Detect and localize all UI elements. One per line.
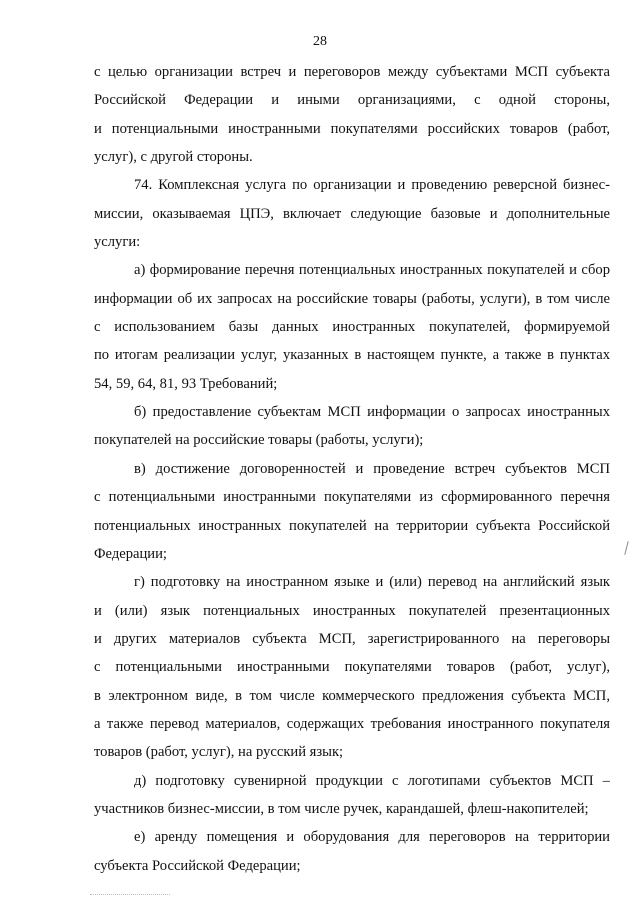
page-number: 28	[313, 34, 327, 49]
scan-footer-noise	[90, 894, 170, 896]
text-line: е) аренду помещения и оборудования для переговоров на территории	[134, 829, 610, 846]
text-line: покупателей на российские товары (работы, услуги);	[94, 432, 424, 449]
text-line: и других материалов субъекта МСП, зарегистрированного на переговоры	[94, 630, 610, 647]
text-line: потенциальных иностранных покупателей на территории субъекта Российской	[94, 517, 610, 534]
text-line: с использованием базы данных иностранных покупателей, формируемой	[94, 319, 610, 336]
text-line: 54, 59, 64, 81, 93 Требований;	[94, 375, 278, 392]
text-line: в электронном виде, в том числе коммерческого предложения субъекта МСП,	[94, 687, 610, 704]
text-line: участников бизнес-миссии, в том числе ручек, карандашей, флеш-накопителей;	[94, 800, 589, 817]
text-line: г) подготовку на иностранном языке и (или) перевод на английский язык	[134, 574, 610, 591]
text-line: услуги:	[94, 234, 141, 251]
text-line: и потенциальными иностранными покупателями российских товаров (работ,	[94, 120, 610, 137]
text-line: б) предоставление субъектам МСП информации о запросах иностранных	[134, 404, 610, 421]
text-line: услуг), с другой стороны.	[94, 149, 253, 166]
text-line: миссии, оказываемая ЦПЭ, включает следующие базовые и дополнительные	[94, 205, 610, 222]
text-line: товаров (работ, услуг), на русский язык;	[94, 744, 344, 761]
text-line: с целью организации встреч и переговоров между субъектами МСП субъекта	[94, 64, 610, 80]
text-line: и (или) язык потенциальных иностранных покупателей презентационных	[94, 602, 610, 619]
text-line: д) подготовку сувенирной продукции с логотипами субъектов МСП –	[134, 772, 610, 789]
text-line: а также перевод материалов, содержащих требования иностранного покупателя	[94, 715, 610, 732]
text-line: информации об их запросах на российские товары (работы, услуги), в том числе	[94, 290, 610, 307]
text-line: Российской Федерации и иными организациями, с одной стороны,	[94, 92, 610, 109]
text-line: с потенциальными иностранными покупателями из сформированного перечня	[94, 489, 610, 506]
text-line: в) достижение договоренностей и проведение встреч субъектов МСП	[134, 460, 610, 477]
text-line: по итогам реализации услуг, указанных в настоящем пункте, а также в пунктах	[94, 347, 610, 364]
scan-edge-mark	[624, 541, 628, 555]
text-line: субъекта Российской Федерации;	[94, 857, 301, 874]
text-line: Федерации;	[94, 545, 167, 562]
document-body	[94, 58, 610, 880]
text-line: а) формирование перечня потенциальных иностранных покупателей и сбор	[134, 262, 610, 279]
text-line: с потенциальными иностранными покупателями товаров (работ, услуг),	[94, 659, 610, 676]
text-line: 74. Комплексная услуга по организации и проведению реверсной бизнес-	[134, 177, 610, 194]
